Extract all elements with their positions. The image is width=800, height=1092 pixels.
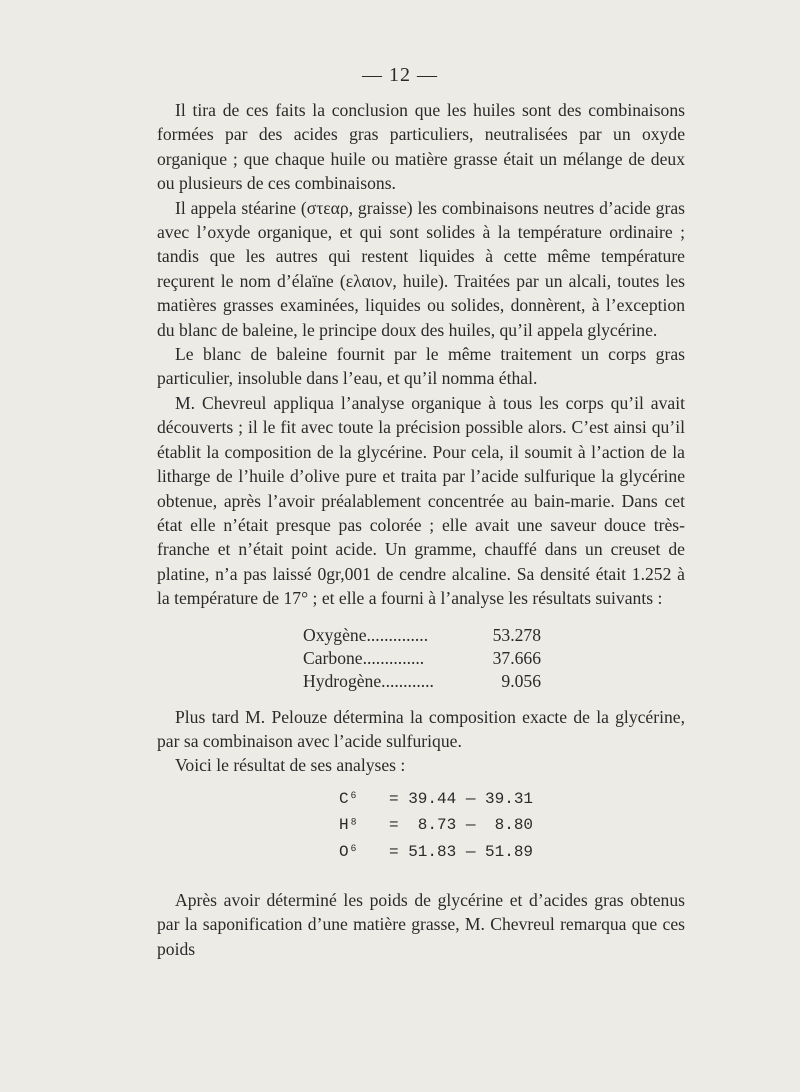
page-number: — 12 — — [362, 64, 438, 86]
element-value: 53.278 — [492, 624, 541, 645]
analysis-table — [303, 624, 541, 693]
element-label: Hydrogène............ — [303, 670, 434, 691]
element-value: 37.666 — [492, 647, 541, 668]
analysis-row — [303, 670, 541, 693]
formula-values: = 8.73 — 8.80 — [389, 816, 534, 835]
paragraph: Voici le résultat de ses analyses : — [175, 755, 406, 776]
paragraph: M. Chevreul appliqua l’analyse organique à tous les corps qu’il avait découverts ; il le fit avec toute la précision possible alors. C’est ainsi qu’il établit la composition de la glycérine. Pour cela, il soumit à l’action de la litharge de l’huile d’olive pure et traita par l’acide sulfurique la glycérine obtenue, après l’avoir préalablement concentrée au bain-marie. Dans cet état elle n’était presque pas colorée ; elle avait une saveur douce très-franche et n’était point acide. Un gramme, chauffé dans un creuset de platine, n’a pas laissé 0gr,001 de cendre alcaline. Sa densité était 1.252 à la température de 17° ; et elle a fourni à l’analyse les résultats suivants : — [157, 392, 685, 609]
element-label: Oxygène.............. — [303, 624, 429, 645]
closing-paragraph-block — [157, 888, 685, 961]
paragraph: Il tira de ces faits la conclusion que les huiles sont des combinaisons formées par des acides gras particuliers, neutralisées par un oxyde organique ; que chaque huile ou matière grasse était un mélange de deux ou plusieurs de ces combinaisons. — [157, 100, 685, 194]
analysis-row — [303, 647, 541, 670]
formula-symbol: H⁸ — [339, 816, 359, 835]
formula-row — [339, 786, 685, 813]
element-value: 9.056 — [501, 670, 541, 691]
page-body — [157, 98, 685, 865]
paragraph: Le blanc de baleine fournit par le même traitement un corps gras particulier, insoluble dans l’eau, et qu’il nomma éthal. — [157, 344, 685, 389]
paragraph: Plus tard M. Pelouze détermina la composition exacte de la glycérine, par sa combinaison avec l’acide sulfurique. — [157, 706, 685, 751]
formula-symbol: C⁶ — [339, 789, 359, 808]
formula-symbol: O⁶ — [339, 842, 359, 861]
formula-row — [339, 812, 685, 839]
formula-block — [339, 786, 685, 866]
paragraph: Il appela stéarine (στεαρ, graisse) les combinaisons neutres d’acide gras avec l’oxyde organique, et qui sont solides à la température ordinaire ; tandis que les autres qui restent liquides à cette même température reçurent le nom d’élaïne (ελαιον, huile). Traitées par un alcali, toutes les matières grasses examinées, liquides ou solides, donnèrent, à l’exception du blanc de baleine, le principe doux des huiles, qu’il appela glycérine. — [157, 197, 685, 340]
formula-values: = 51.83 — 51.89 — [389, 842, 534, 861]
formula-row — [339, 839, 685, 866]
paragraph: Après avoir déterminé les poids de glycérine et d’acides gras obtenus par la saponification d’une matière grasse, M. Chevreul remarqua que ces poids — [157, 890, 685, 959]
formula-values: = 39.44 — 39.31 — [389, 789, 534, 808]
element-label: Carbone.............. — [303, 647, 425, 668]
analysis-row — [303, 624, 541, 647]
